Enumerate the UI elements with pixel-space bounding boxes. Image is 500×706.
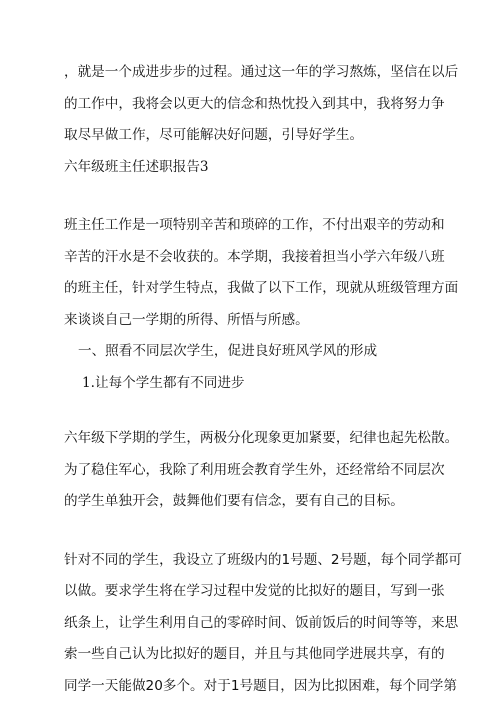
paragraph-line: 索一些自己认为比拟好的题目，并且与其他同学进展共享，有的 bbox=[64, 646, 445, 662]
paragraph-line: 以做。要求学生将在学习过程中发觉的比拟好的题目，写到一张 bbox=[64, 583, 445, 599]
paragraph-continuation bbox=[64, 57, 459, 152]
paragraph-line: 辛苦的汗水是不会收获的。本学期，我接着担当小学六年级八班 bbox=[64, 248, 445, 265]
paragraph-line: 来谈谈自己一学期的所得、所悟与所感。 bbox=[64, 311, 309, 328]
paragraph-line: 的工作中，我将会以更大的信念和热忱投入到其中，我将努力争 bbox=[64, 95, 445, 112]
report-title: 六年级班主任述职报告3 bbox=[64, 158, 209, 175]
blank-space bbox=[64, 399, 444, 423]
paragraph-line: ，就是一个成进步步的过程。通过这一年的学习熬炼，坚信在以后 bbox=[64, 64, 459, 80]
paragraph-line: 同学一天能做20多个。对于1号题目，因为比拟困难，每个同学第 bbox=[64, 677, 457, 694]
document-body bbox=[64, 57, 462, 702]
blank-space bbox=[64, 183, 444, 210]
body-paragraph bbox=[64, 545, 462, 703]
paragraph-line: 为了稳住军心，我除了利用班会教育学生外，还经常给不同层次 bbox=[64, 461, 445, 478]
paragraph-line: 的学生单独开会，鼓舞他们要有信念，要有自己的目标。 bbox=[64, 493, 404, 509]
body-paragraph bbox=[64, 423, 459, 518]
paragraph-line: 取尽早做工作，尽可能解决好问题，引导好学生。 bbox=[64, 127, 364, 143]
section-heading: 一、照看不同层次学生，促进良好班风学风的形成 bbox=[78, 343, 378, 359]
blank-space bbox=[64, 518, 444, 545]
paragraph-line: 的班主任，针对学生特点，我做了以下工作，现就从班级管理方面 bbox=[64, 280, 459, 296]
paragraph-line: 六年级下学期的学生，两极分化现象更加紧要，纪律也起先松散。 bbox=[64, 430, 459, 446]
subsection-heading: 1.让每个学生都有不同进步 bbox=[82, 374, 245, 391]
paragraph-line: 纸条上，让学生利用自己的零碎时间、饭前饭后的时间等等，来思 bbox=[64, 614, 459, 631]
paragraph-line: 班主任工作是一项特别辛苦和琐碎的工作，不付出艰辛的劳动和 bbox=[64, 217, 445, 233]
intro-paragraph bbox=[64, 210, 459, 336]
paragraph-line: 针对不同的学生，我设立了班级内的1号题、2号题，每个同学都可 bbox=[64, 551, 462, 568]
